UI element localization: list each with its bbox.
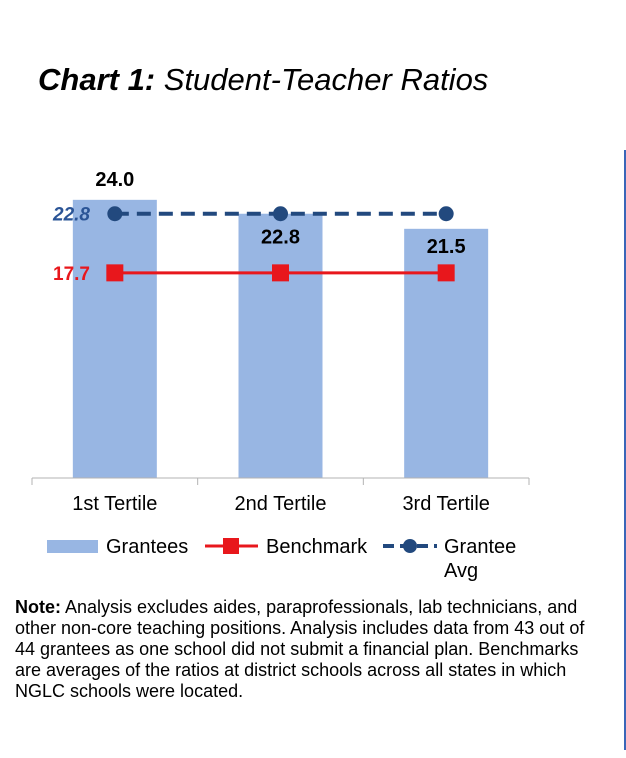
bar-data-label-1: 24.0 <box>95 168 135 191</box>
grantee-avg-marker-2 <box>273 206 288 221</box>
legend-label-grantees: Grantees <box>106 536 189 558</box>
legend-swatch-grantees <box>47 540 98 553</box>
x-tick-label: 2nd Tertile <box>234 493 327 515</box>
benchmark-marker-1 <box>106 264 123 281</box>
grantee-avg-value-label: 22.8 <box>53 204 90 226</box>
bar-data-label-2: 22.8 <box>261 226 300 249</box>
grantee-avg-marker-3 <box>439 206 454 221</box>
benchmark-marker-2 <box>272 264 289 281</box>
benchmark-marker-3 <box>438 264 455 281</box>
note <box>15 597 585 702</box>
chart-title-text: Student-Teacher Ratios <box>163 62 489 97</box>
legend-swatch-benchmark-marker <box>223 538 239 554</box>
grantee-avg-marker-1 <box>107 206 122 221</box>
bar-grantees-2 <box>239 214 323 478</box>
benchmark-value-label: 17.7 <box>53 263 90 285</box>
legend-swatch-avg-marker <box>403 539 417 553</box>
x-tick-label: 1st Tertile <box>72 493 158 515</box>
legend-label-avg-line2: Avg <box>444 560 479 582</box>
legend-label-avg-line1: Grantee <box>444 536 517 558</box>
note-text: Analysis excludes aides, paraprofessionals, lab technicians, and other non-core teaching positions. Analysis includes data from 43 out of 44 grantees as one school did not submit a financial plan. Benchmarks are averages of the ratios at district schools across all states in which NGLC schools were located. <box>15 597 585 701</box>
note-label: Note: <box>15 597 61 617</box>
legend <box>47 536 516 582</box>
bar-grantees-1 <box>73 200 157 478</box>
bar-data-label-3: 21.5 <box>426 235 466 258</box>
legend-label-benchmark: Benchmark <box>266 536 368 558</box>
chart-title-number: Chart 1: <box>38 62 156 97</box>
x-tick-label: 3rd Tertile <box>402 493 490 515</box>
